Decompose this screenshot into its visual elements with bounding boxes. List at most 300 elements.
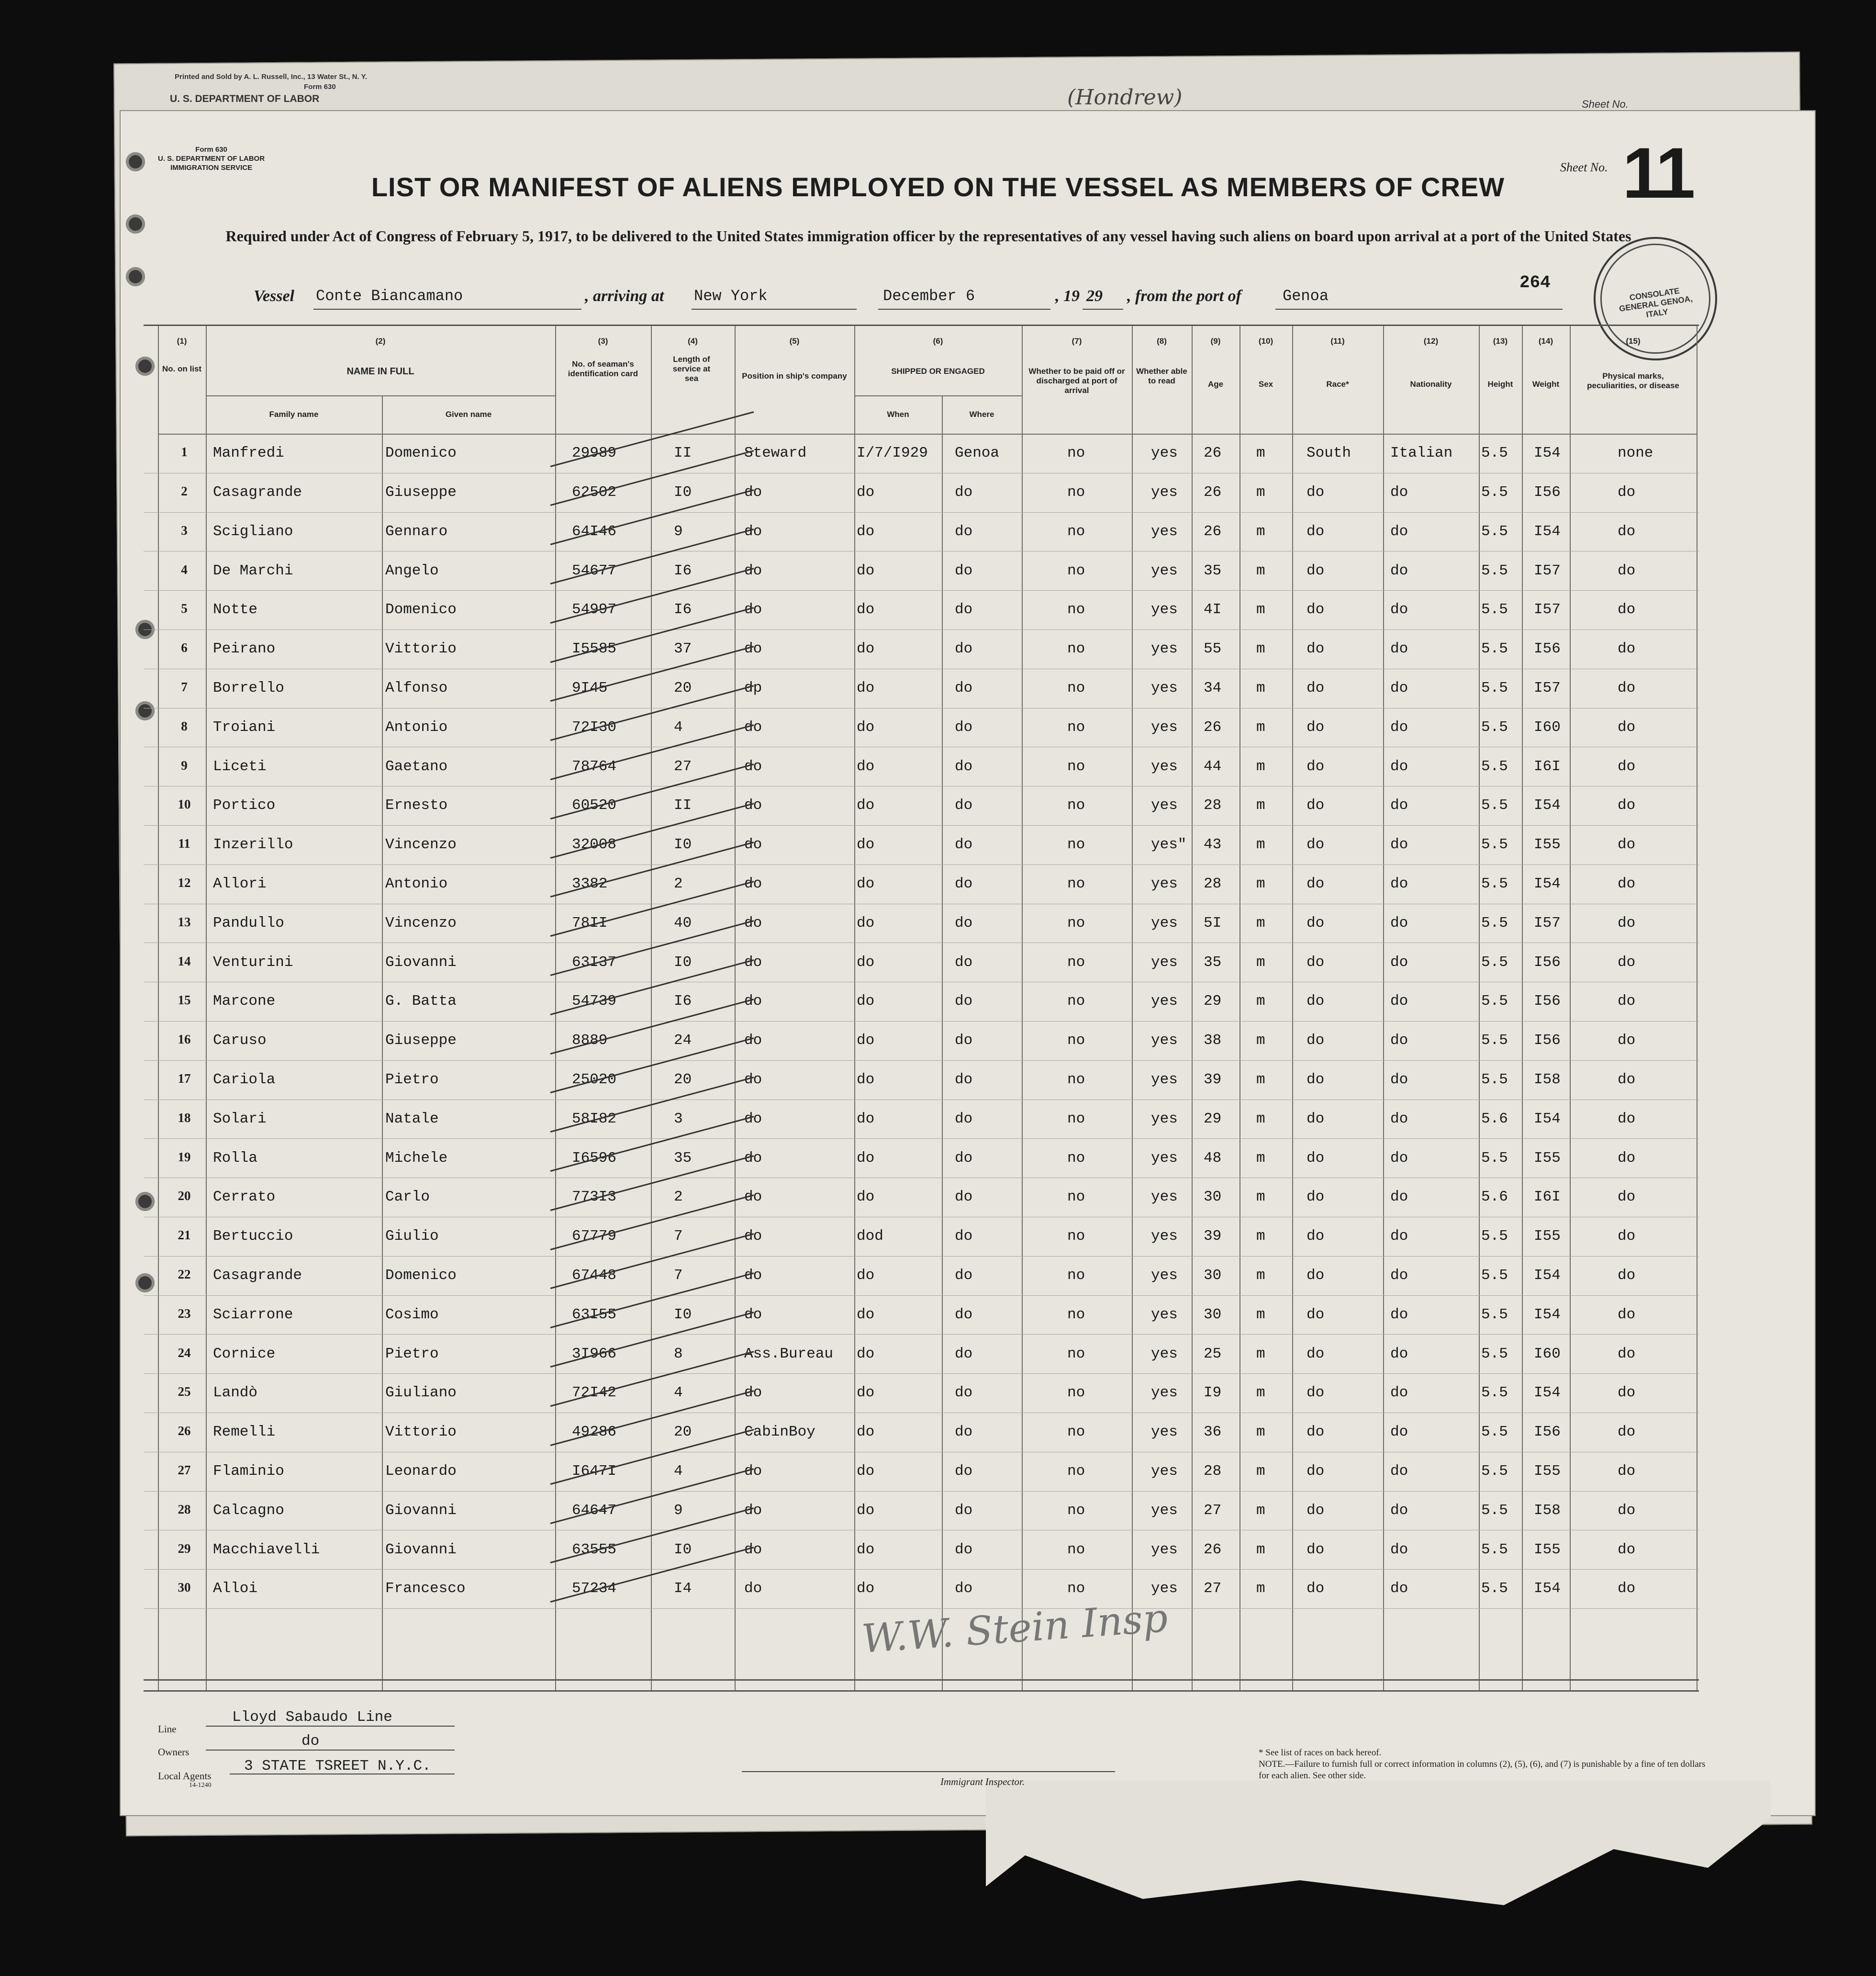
cell-marks: none [1618, 445, 1653, 462]
cell-where: do [955, 562, 973, 579]
cell-paid: no [1067, 1228, 1085, 1245]
cell-family: De Marchi [213, 562, 293, 579]
row-divider [144, 629, 1699, 630]
cell-nat: do [1390, 993, 1408, 1010]
cell-weight: I55 [1534, 1149, 1561, 1167]
header-no-on-list: No. on list [162, 364, 202, 373]
cell-when: do [857, 1541, 875, 1558]
cell-weight: I56 [1534, 483, 1561, 501]
cell-card: 49286 [572, 1424, 617, 1441]
cell-service: 35 [674, 1149, 692, 1167]
binder-hole [126, 267, 145, 286]
form-code: 14-1240 [189, 1782, 212, 1789]
cell-race: do [1306, 1071, 1325, 1088]
cell-paid: no [1067, 875, 1085, 892]
cell-race: do [1306, 1345, 1325, 1362]
cell-marks: do [1618, 562, 1636, 579]
cell-position: do [744, 914, 762, 932]
cell-marks: do [1618, 483, 1636, 501]
cell-height: 5.5 [1481, 719, 1508, 736]
cell-where: do [955, 836, 973, 853]
arriving-label: , arriving at [585, 287, 664, 305]
cell-card: 3382 [572, 875, 608, 892]
cell-n: 28 [178, 1502, 191, 1516]
cell-height: 5.5 [1481, 1580, 1508, 1597]
column-number: (8) [1157, 337, 1167, 346]
header-family-name: Family name [269, 410, 319, 419]
cell-height: 5.5 [1481, 1228, 1508, 1245]
cell-age: I9 [1204, 1384, 1222, 1402]
cell-sex: m [1256, 758, 1265, 775]
cell-card: 29989 [572, 445, 617, 462]
cell-marks: do [1618, 1032, 1636, 1049]
header-age: Age [1207, 380, 1224, 389]
cell-service: 7 [674, 1267, 683, 1284]
underline [206, 1726, 455, 1727]
cell-position: Ass.Bureau [744, 1345, 834, 1362]
crew-table [144, 325, 1699, 1692]
cell-nat: do [1390, 1306, 1408, 1323]
cell-marks: do [1618, 1110, 1636, 1127]
cell-sex: m [1256, 797, 1265, 814]
cell-given: Cosimo [385, 1306, 439, 1323]
cell-sex: m [1256, 1189, 1265, 1206]
cell-height: 5.5 [1481, 640, 1508, 658]
cell-given: Ernesto [385, 797, 448, 814]
cell-age: 5I [1204, 914, 1222, 932]
cell-height: 5.5 [1481, 1424, 1508, 1441]
owners-value: do [302, 1733, 320, 1750]
cell-service: 7 [674, 1228, 683, 1245]
cell-marks: do [1618, 836, 1636, 853]
owners-label: Owners [158, 1746, 190, 1758]
cell-nat: do [1390, 758, 1408, 775]
year-value: 29 [1086, 287, 1103, 305]
cell-where: do [955, 1189, 973, 1206]
cell-where: do [955, 601, 973, 618]
cell-when: do [857, 836, 875, 853]
cell-position: do [744, 758, 762, 775]
cell-sex: m [1256, 562, 1265, 579]
cell-service: 9 [674, 1502, 683, 1519]
cell-paid: no [1067, 1462, 1085, 1480]
back-sheet-label: Sheet No. [1582, 98, 1629, 110]
cell-race: do [1306, 1580, 1325, 1597]
cell-card: I647I [572, 1462, 617, 1480]
cell-position: do [744, 1462, 762, 1480]
cell-age: 26 [1204, 523, 1222, 540]
requirement-text: Required under Act of Congress of February 5, 1917, to be delivered to the United States immigration officer by the representatives of any vessel having such aliens on board upon arrival at a port of the United States [225, 227, 1631, 245]
manifest-number: 264 [1519, 273, 1551, 292]
sheet-number: 11 [1622, 133, 1693, 213]
cell-service: I6 [674, 993, 692, 1010]
cell-weight: I56 [1534, 993, 1561, 1010]
cell-nat: do [1390, 1032, 1408, 1049]
cell-marks: do [1618, 719, 1636, 736]
cell-family: Marcone [213, 993, 276, 1010]
cell-race: do [1306, 1032, 1325, 1049]
cell-nat: do [1390, 679, 1408, 696]
cell-marks: do [1618, 1462, 1636, 1480]
cell-family: Calcagno [213, 1502, 284, 1519]
cell-marks: do [1618, 1228, 1636, 1245]
cell-read: yes [1151, 797, 1178, 814]
header-sex: Sex [1258, 380, 1273, 389]
cell-card: 54677 [572, 562, 617, 579]
cell-where: do [955, 640, 973, 658]
cell-nat: do [1390, 1071, 1408, 1088]
cell-read: yes [1151, 1424, 1178, 1441]
cell-service: I6 [674, 562, 692, 579]
cell-weight: I54 [1534, 1267, 1561, 1284]
cell-read: yes [1151, 1502, 1178, 1519]
cell-position: do [744, 875, 762, 892]
cell-weight: I58 [1534, 1502, 1561, 1519]
arrival-date: December 6 [883, 287, 975, 305]
cell-height: 5.5 [1481, 836, 1508, 853]
cell-position: CabinBoy [744, 1424, 815, 1441]
cell-race: do [1306, 1306, 1325, 1323]
cell-position: do [744, 1071, 762, 1088]
cell-position: do [744, 1228, 762, 1245]
cell-position: do [744, 1189, 762, 1206]
cell-when: I/7/I929 [857, 445, 928, 462]
cell-weight: I54 [1534, 1384, 1561, 1402]
cell-n: 5 [181, 601, 188, 616]
inspector-signature: W.W. Stein Insp [860, 1595, 1170, 1662]
cell-when: do [857, 1384, 875, 1402]
cell-where: do [955, 1149, 973, 1167]
cell-family: Bertuccio [213, 1228, 293, 1245]
cell-sex: m [1256, 445, 1265, 462]
binder-hole [126, 152, 145, 171]
cell-family: Caruso [213, 1032, 267, 1049]
row-divider [144, 1373, 1699, 1374]
cell-card: 54997 [572, 601, 617, 618]
cell-height: 5.6 [1481, 1189, 1508, 1206]
cell-where: do [955, 1306, 973, 1323]
cell-position: do [744, 523, 762, 540]
cell-height: 5.5 [1481, 523, 1508, 540]
cell-position: Steward [744, 445, 807, 462]
cell-n: 27 [178, 1462, 191, 1477]
cell-sex: m [1256, 483, 1265, 501]
cell-given: Natale [385, 1110, 439, 1127]
header-race: Race* [1326, 380, 1349, 389]
cell-marks: do [1618, 758, 1636, 775]
cell-sex: m [1256, 679, 1265, 696]
cell-race: do [1306, 1384, 1325, 1402]
cell-read: yes [1151, 445, 1178, 462]
cell-given: Giovanni [385, 954, 457, 971]
cell-given: Giovanni [385, 1541, 457, 1558]
cell-paid: no [1067, 601, 1085, 618]
cell-family: Casagrande [213, 1267, 302, 1284]
cell-given: Francesco [385, 1580, 466, 1597]
cell-age: 28 [1204, 875, 1222, 892]
cell-nat: do [1390, 914, 1408, 932]
cell-read: yes [1151, 601, 1178, 618]
cell-weight: I6I [1534, 758, 1561, 775]
cell-paid: no [1067, 1267, 1085, 1284]
column-number: (11) [1330, 337, 1345, 346]
agents-label: Local Agents [158, 1770, 212, 1782]
cell-when: do [857, 1149, 875, 1167]
cell-service: 20 [674, 1424, 692, 1441]
cell-card: 63I37 [572, 954, 617, 971]
cell-read: yes [1151, 1541, 1178, 1558]
cell-family: Flaminio [213, 1462, 284, 1480]
cell-when: do [857, 758, 875, 775]
cell-when: dod [857, 1228, 883, 1245]
cell-age: 55 [1204, 640, 1222, 658]
cell-n: 22 [178, 1267, 191, 1281]
cell-position: do [744, 562, 762, 579]
cell-marks: do [1618, 1502, 1636, 1519]
cell-weight: I55 [1534, 1228, 1561, 1245]
cell-family: Pandullo [213, 914, 284, 932]
cell-read: yes [1151, 1306, 1178, 1323]
cell-family: Scigliano [213, 523, 293, 540]
cell-sex: m [1256, 1071, 1265, 1088]
cell-n: 2 [181, 483, 188, 498]
cell-n: 8 [181, 719, 188, 733]
cell-race: do [1306, 562, 1325, 579]
underline [878, 309, 1050, 310]
cell-family: Solari [213, 1110, 267, 1127]
cell-sex: m [1256, 719, 1265, 736]
cell-family: Notte [213, 601, 258, 618]
cell-nat: do [1390, 1267, 1408, 1284]
cell-given: Angelo [385, 562, 439, 579]
vessel-name: Conte Biancamano [316, 287, 463, 305]
cell-nat: do [1390, 954, 1408, 971]
cell-given: Gaetano [385, 758, 448, 775]
cell-sex: m [1256, 1541, 1265, 1558]
row-divider [144, 1256, 1699, 1257]
cell-service: 4 [674, 719, 683, 736]
underline [206, 1750, 455, 1751]
cell-when: do [857, 1071, 875, 1088]
cell-paid: no [1067, 1189, 1085, 1206]
header-physical-marks: Physical marks, peculiarities, or disease [1587, 371, 1679, 390]
cell-card: 58I82 [572, 1110, 617, 1127]
cell-n: 16 [178, 1032, 191, 1047]
origin-port: Genoa [1283, 287, 1329, 305]
row-divider [144, 1608, 1699, 1609]
cell-position: do [744, 1384, 762, 1402]
cell-weight: I54 [1534, 1110, 1561, 1127]
cell-family: Macchiavelli [213, 1541, 320, 1558]
cell-where: do [955, 1502, 973, 1519]
cell-marks: do [1618, 1424, 1636, 1441]
back-department-label: U. S. DEPARTMENT OF LABOR [170, 93, 320, 104]
cell-sex: m [1256, 1462, 1265, 1480]
cell-marks: do [1618, 875, 1636, 892]
cell-read: yes [1151, 1228, 1178, 1245]
cell-weight: I58 [1534, 1071, 1561, 1088]
cell-position: do [744, 1580, 762, 1597]
cell-n: 12 [178, 875, 191, 890]
cell-position: do [744, 483, 762, 501]
cell-n: 26 [178, 1424, 191, 1438]
cell-sex: m [1256, 954, 1265, 971]
cell-when: do [857, 1032, 875, 1049]
cell-service: I0 [674, 836, 692, 853]
row-divider [144, 1138, 1699, 1139]
cell-marks: do [1618, 1306, 1636, 1323]
cell-nat: do [1390, 1502, 1408, 1519]
cell-age: 26 [1204, 1541, 1222, 1558]
cell-age: 28 [1204, 1462, 1222, 1480]
cell-read: yes [1151, 954, 1178, 971]
cell-nat: do [1390, 1580, 1408, 1597]
line-value: Lloyd Sabaudo Line [232, 1709, 392, 1726]
cell-given: Giulio [385, 1228, 439, 1245]
cell-weight: I56 [1534, 1032, 1561, 1049]
cell-weight: I54 [1534, 1306, 1561, 1323]
cell-service: I0 [674, 1541, 692, 1558]
cell-card: 78764 [572, 758, 617, 775]
cell-weight: I55 [1534, 1541, 1561, 1558]
cell-position: do [744, 601, 762, 618]
cell-height: 5.5 [1481, 1149, 1508, 1167]
column-number: (14) [1538, 337, 1553, 346]
cell-marks: do [1618, 1384, 1636, 1402]
cell-weight: I57 [1534, 601, 1561, 618]
column-number: (13) [1493, 337, 1508, 346]
cell-height: 5.5 [1481, 797, 1508, 814]
page-title: LIST OR MANIFEST OF ALIENS EMPLOYED ON THE VESSEL AS MEMBERS OF CREW [371, 172, 1505, 202]
cell-marks: do [1618, 1149, 1636, 1167]
cell-paid: no [1067, 719, 1085, 736]
cell-when: do [857, 1580, 875, 1597]
cell-race: do [1306, 483, 1325, 501]
cell-when: do [857, 523, 875, 540]
cell-read: yes [1151, 875, 1178, 892]
cell-nat: do [1390, 601, 1408, 618]
cell-family: Portico [213, 797, 276, 814]
stamp-text: CONSOLATE GENERAL GENOA, ITALY [1619, 286, 1693, 319]
cell-card: 63I55 [572, 1306, 617, 1323]
cell-height: 5.5 [1481, 954, 1508, 971]
cell-family: Remelli [213, 1424, 276, 1441]
cell-position: do [744, 797, 762, 814]
cell-weight: I54 [1534, 1580, 1561, 1597]
cell-age: 43 [1204, 836, 1222, 853]
cell-card: 72I42 [572, 1384, 617, 1402]
cell-read: yes [1151, 914, 1178, 932]
cell-read: yes [1151, 1071, 1178, 1088]
cell-card: 67779 [572, 1228, 617, 1245]
cell-when: do [857, 719, 875, 736]
arrival-port: New York [694, 287, 768, 305]
column-number: (5) [789, 337, 800, 346]
cell-age: 36 [1204, 1424, 1222, 1441]
cell-race: do [1306, 797, 1325, 814]
cell-race: do [1306, 836, 1325, 853]
form-identifier: Form 630 U. S. DEPARTMENT OF LABOR IMMIGRATION SERVICE [158, 146, 265, 172]
cell-height: 5.5 [1481, 1345, 1508, 1362]
cell-n: 25 [178, 1384, 191, 1399]
cell-nat: do [1390, 1424, 1408, 1441]
cell-sex: m [1256, 1110, 1265, 1127]
cell-race: do [1306, 601, 1325, 618]
row-divider [144, 1295, 1699, 1296]
cell-age: 27 [1204, 1502, 1222, 1519]
vessel-label: Vessel [254, 287, 294, 305]
cell-weight: I54 [1534, 875, 1561, 892]
from-port-label: , from the port of [1127, 287, 1241, 305]
cell-sex: m [1256, 1306, 1265, 1323]
cell-position: do [744, 1110, 762, 1127]
cell-service: 20 [674, 679, 692, 696]
row-divider [144, 590, 1699, 591]
row-divider [144, 1021, 1699, 1022]
cell-nat: do [1390, 875, 1408, 892]
cell-nat: do [1390, 1149, 1408, 1167]
cell-sex: m [1256, 1502, 1265, 1519]
cell-read: yes [1151, 640, 1178, 658]
cell-where: do [955, 797, 973, 814]
cell-sex: m [1256, 914, 1265, 932]
cell-paid: no [1067, 1345, 1085, 1362]
cell-n: 23 [178, 1306, 191, 1321]
cell-service: 24 [674, 1032, 692, 1049]
cell-n: 29 [178, 1541, 191, 1556]
inspector-label: Immigrant Inspector. [940, 1776, 1025, 1787]
year-prefix: , 19 [1055, 287, 1080, 305]
cell-paid: no [1067, 1541, 1085, 1558]
cell-where: do [955, 758, 973, 775]
cell-given: Alfonso [385, 679, 448, 696]
cell-nat: do [1390, 1462, 1408, 1480]
cell-family: Peirano [213, 640, 276, 658]
cell-given: Domenico [385, 445, 457, 462]
cell-when: do [857, 601, 875, 618]
cell-race: do [1306, 1541, 1325, 1558]
header-name-in-full: NAME IN FULL [346, 366, 414, 377]
cell-read: yes [1151, 1149, 1178, 1167]
cell-marks: do [1618, 1267, 1636, 1284]
cell-weight: I57 [1534, 679, 1561, 696]
cell-where: do [955, 1032, 973, 1049]
cell-when: do [857, 1306, 875, 1323]
torn-page-bottom [986, 1781, 1771, 1905]
cell-n: 7 [181, 679, 188, 694]
cell-age: 39 [1204, 1071, 1222, 1088]
cell-n: 13 [178, 914, 191, 929]
cell-family: Rolla [213, 1149, 258, 1167]
cell-height: 5.5 [1481, 914, 1508, 932]
column-number: (7) [1072, 337, 1082, 346]
back-printer-credit: Printed and Sold by A. L. Russell, Inc., 13 Water St., N. Y. Form 630 [175, 73, 368, 91]
cell-n: 3 [181, 523, 188, 538]
cell-position: do [744, 1306, 762, 1323]
table-bottom-rule [144, 1679, 1699, 1681]
cell-age: 4I [1204, 601, 1222, 618]
cell-nat: do [1390, 640, 1408, 658]
cell-given: G. Batta [385, 993, 457, 1010]
cell-card: 3I966 [572, 1345, 617, 1362]
column-number: (9) [1210, 337, 1221, 346]
cell-when: do [857, 1345, 875, 1362]
cell-race: do [1306, 679, 1325, 696]
cell-card: 25020 [572, 1071, 617, 1088]
cell-paid: no [1067, 483, 1085, 501]
cell-paid: no [1067, 1306, 1085, 1323]
cell-when: do [857, 914, 875, 932]
